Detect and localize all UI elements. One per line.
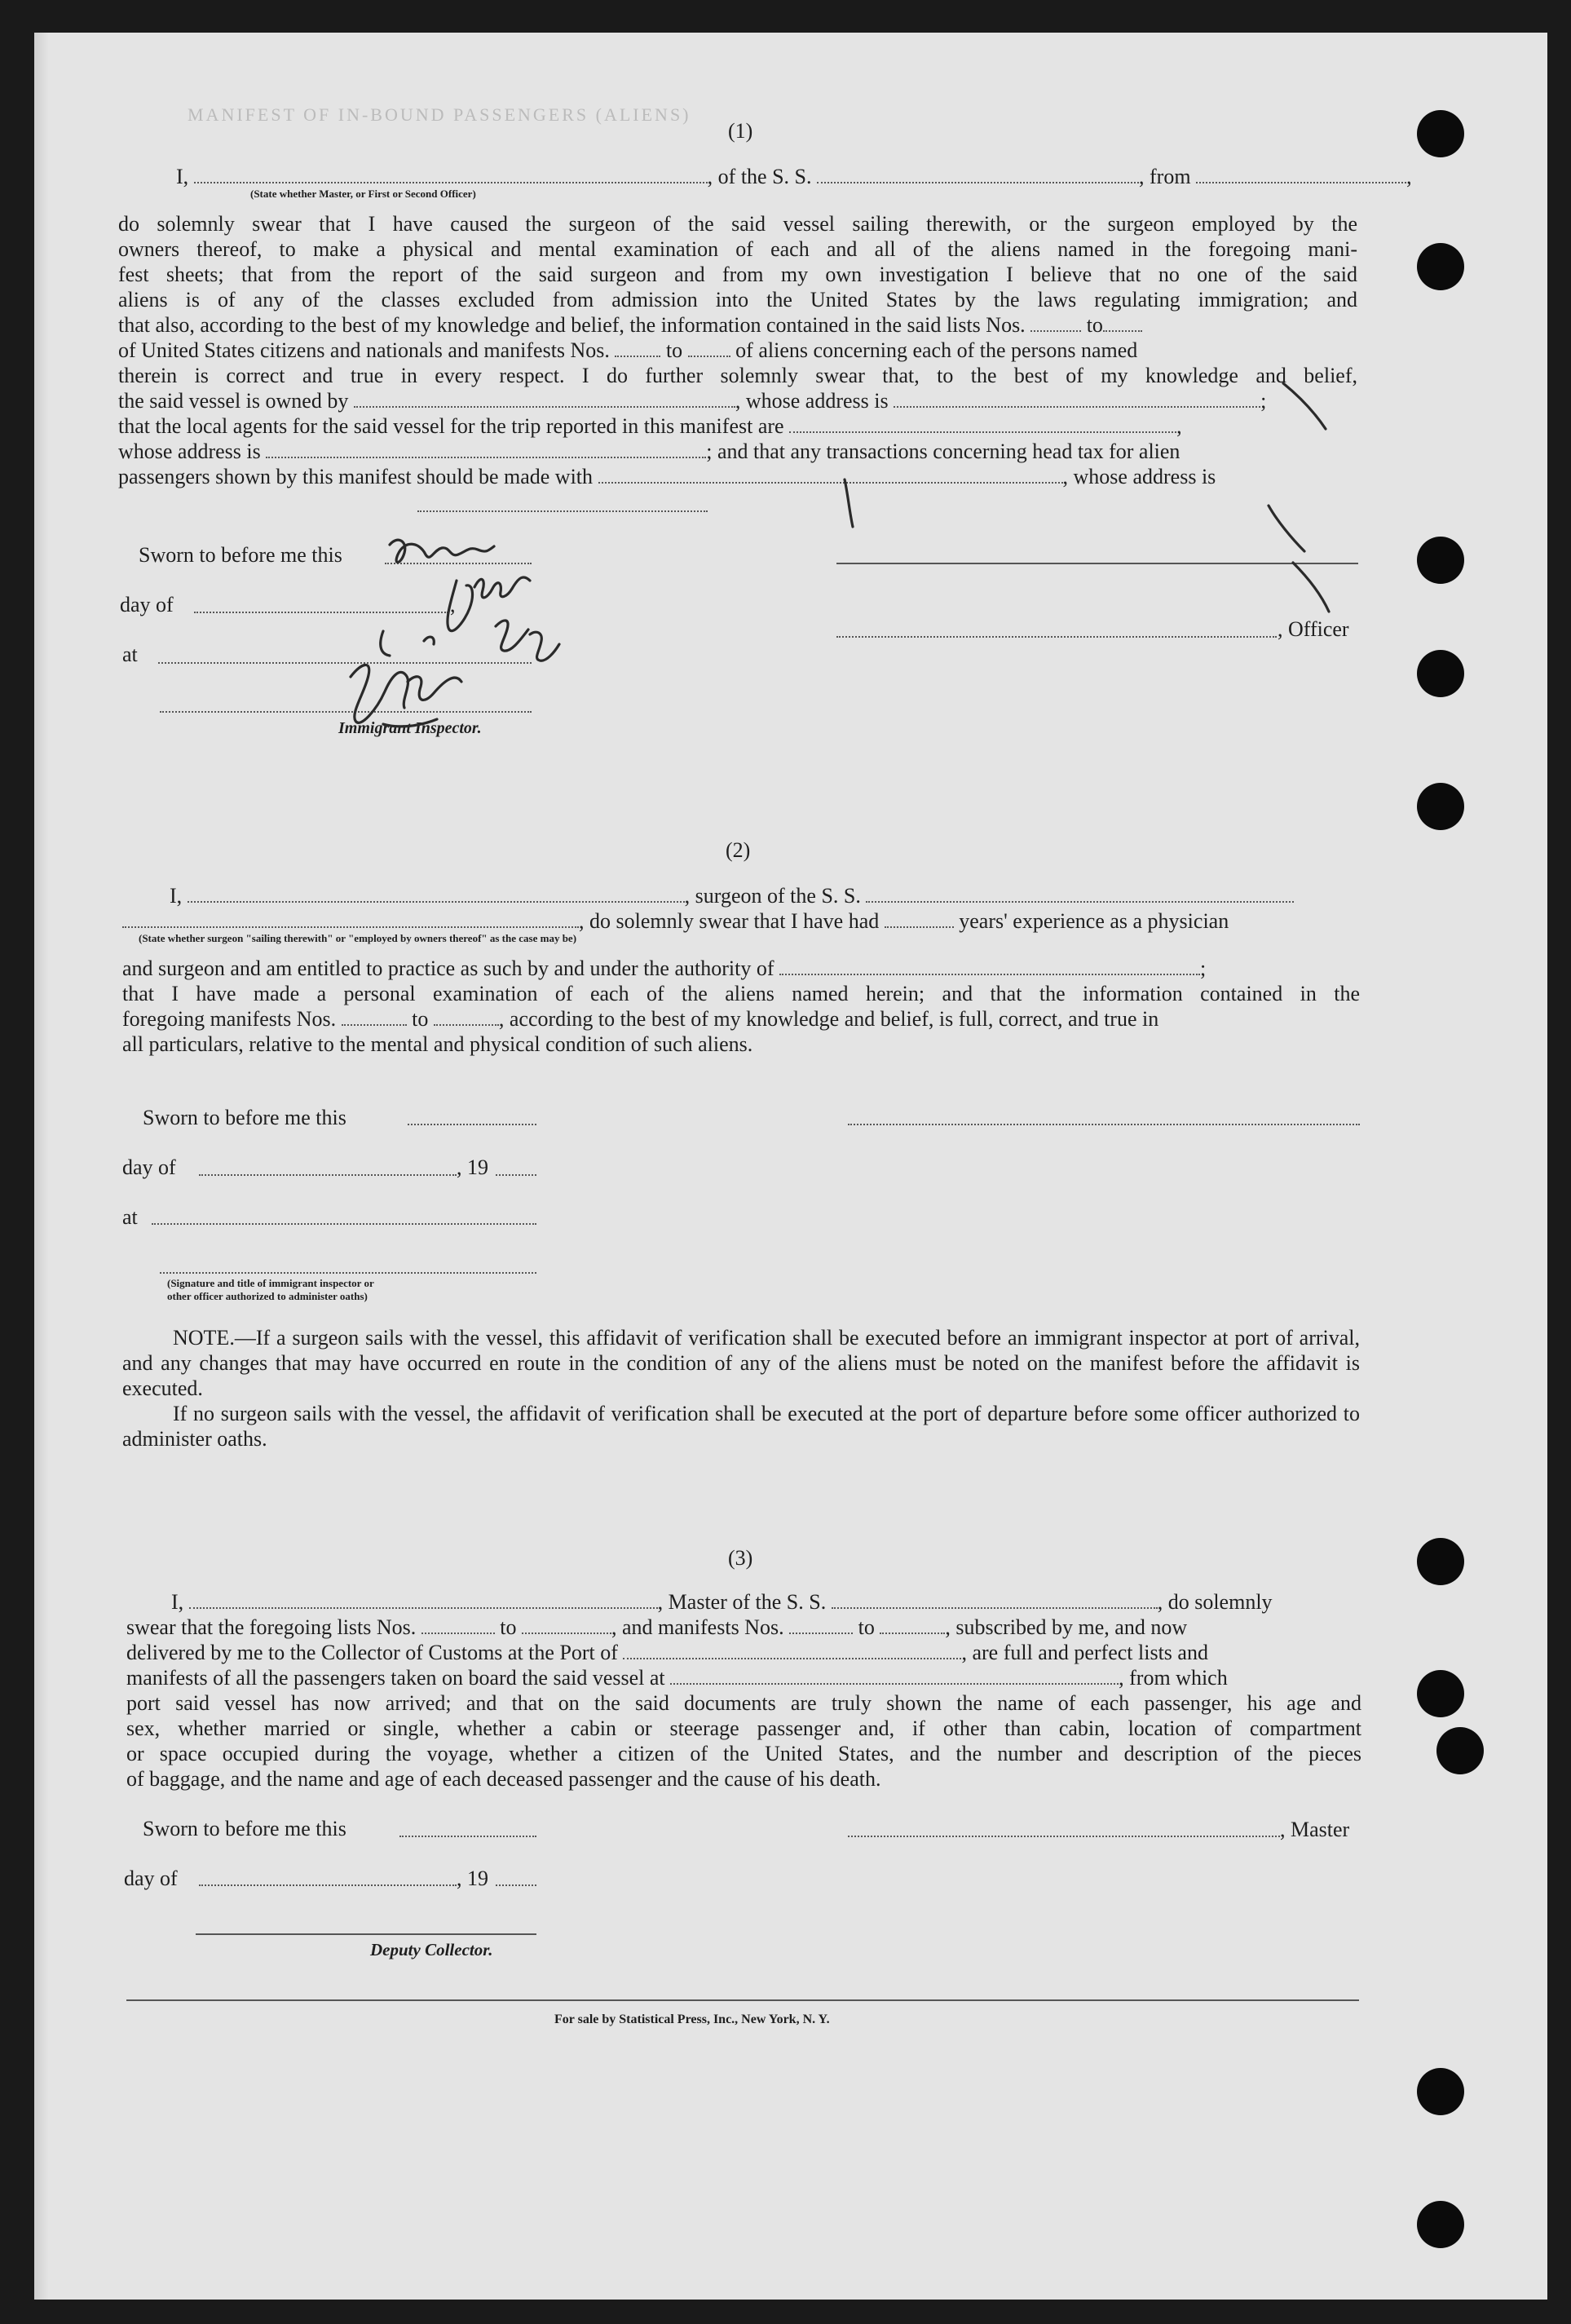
punch-hole <box>1417 1538 1464 1585</box>
s2-surgeon-signature-line[interactable] <box>848 1124 1360 1125</box>
section-1-number: (1) <box>728 119 753 143</box>
collector-port-field[interactable] <box>623 1641 961 1659</box>
s3-deputy-label: Deputy Collector. <box>370 1940 493 1959</box>
s3-body-line: manifests of all the passengers taken on board the said vessel at , from which <box>126 1666 1228 1690</box>
s3-body-line: or space occupied during the voyage, whether a citizen of the United States, and the number and description of the pieces <box>126 1742 1361 1765</box>
s2-manifests-from-field[interactable] <box>342 1008 407 1026</box>
s2-body-line: all particulars, relative to the mental and physical condition of such aliens. <box>122 1032 753 1056</box>
s3-body-line: swear that the foregoing lists Nos. to , and manifests Nos. to , subscribed by me, and now <box>126 1615 1188 1639</box>
s2-sworn-day-line[interactable] <box>408 1124 536 1125</box>
s3-day-of-line[interactable] <box>199 1884 457 1886</box>
s3-body-line: of baggage, and the name and age of each deceased passenger and the cause of his death. <box>126 1767 881 1791</box>
s3-year-label: , 19 <box>457 1867 488 1890</box>
s1-body-line: whose address is ; and that any transactions concerning head tax for alien <box>118 440 1180 463</box>
s3-lists-from-field[interactable] <box>421 1616 495 1634</box>
s3-sworn-day-line[interactable] <box>399 1836 536 1837</box>
years-experience-field[interactable] <box>885 910 954 928</box>
s1-body-line: that the local agents for the said vessel for the trip reported in this manifest are , <box>118 414 1182 438</box>
s2-line-2: , do solemnly swear that I have had years' experience as a physician <box>122 909 1229 934</box>
s2-body-line: that I have made a personal examination of each of the aliens named herein; and that the information contained in the <box>122 982 1360 1005</box>
s1-at-label: at <box>122 643 138 666</box>
authority-field[interactable] <box>779 957 1200 975</box>
s2-signature-hint-2: other officer authorized to administer oaths) <box>167 1290 368 1302</box>
s2-sworn-label: Sworn to before me this <box>143 1106 346 1129</box>
s2-manifests-to-field[interactable] <box>434 1008 499 1026</box>
s3-body-line: sex, whether married or single, whether a cabin or steerage passenger and, if other than cabin, location of compartment <box>126 1716 1361 1740</box>
s3-year-line[interactable] <box>496 1884 536 1886</box>
s2-at-line[interactable] <box>152 1223 536 1225</box>
s2-at-label: at <box>122 1205 138 1229</box>
s3-master-label: , Master <box>1280 1818 1350 1841</box>
s2-signature-hint-1: (Signature and title of immigrant inspector or <box>167 1277 374 1289</box>
show-through-text: MANIFEST OF IN-BOUND PASSENGERS (ALIENS) <box>188 104 691 125</box>
section-3-number: (3) <box>728 1546 753 1570</box>
s1-body-line: that also, according to the best of my knowledge and belief, the information contained in the said lists Nos. to <box>118 313 1142 338</box>
s2-body-line: and surgeon and am entitled to practice as such by and under the authority of ; <box>122 957 1207 980</box>
master-name-field[interactable] <box>189 1591 658 1609</box>
s1-day-of-comma: , <box>450 593 456 616</box>
surgeon-note-1: NOTE.—If a surgeon sails with the vessel, this affidavit of verification shall be executed before an immigrant inspector at port of arrival, and any changes that may have occurred en route in the condition of any of the aliens must be noted on the manifest before the affidavit is executed. <box>122 1326 1360 1400</box>
s2-year-line[interactable] <box>496 1174 536 1176</box>
s1-line-1: I, , of the S. S. , from , <box>176 165 1412 188</box>
s1-sworn-label: Sworn to before me this <box>139 543 342 567</box>
section-2-number: (2) <box>726 838 751 862</box>
s1-officer-label: , Officer <box>1278 617 1349 641</box>
s3-manifests-from-field[interactable] <box>789 1616 853 1634</box>
s2-surgeon-hint: (State whether surgeon "sailing therewith" or "employed by owners thereof" as the case may be) <box>139 932 577 944</box>
punch-hole <box>1436 1727 1484 1774</box>
s2-inspector-signature-line[interactable] <box>160 1272 536 1274</box>
boarding-port-field[interactable] <box>670 1667 1119 1685</box>
footer-rule <box>126 1999 1359 2001</box>
s1-day-of-label: day of <box>120 593 174 616</box>
surgeon-name-field[interactable] <box>188 885 685 903</box>
s3-line-1: I, , Master of the S. S. , do solemnly <box>171 1590 1273 1614</box>
s2-body-line: foregoing manifests Nos. to , according to the best of my knowledge and belief, is full, correct, and true in <box>122 1007 1159 1031</box>
punch-hole <box>1417 1670 1464 1717</box>
handwritten-signature <box>0 0 1571 815</box>
s3-ship-name-field[interactable] <box>832 1591 1158 1609</box>
s1-body-line: do solemnly swear that I have caused the surgeon of the said vessel sailing therewith, or the surgeon employed by the <box>118 212 1357 236</box>
s1-body-line: aliens is of any of the classes excluded from admission into the United States by the laws regulating immigration; and <box>118 288 1357 311</box>
s3-sworn-label: Sworn to before me this <box>143 1817 346 1840</box>
s1-body-line: passengers shown by this manifest should be made with , whose address is <box>118 465 1216 488</box>
s3-master-signature-line[interactable] <box>848 1836 1280 1837</box>
s3-body-line: port said vessel has now arrived; and that on the said documents are truly shown the name of each passenger, his age and <box>126 1691 1361 1715</box>
surgeon-note-2: If no surgeon sails with the vessel, the affidavit of verification shall be executed at the port of departure before some officer authorized to administer oaths. <box>122 1402 1360 1451</box>
s3-day-of-label: day of <box>124 1867 178 1890</box>
s1-inspector-label: Immigrant Inspector. <box>338 719 482 737</box>
punch-hole <box>1417 2201 1464 2248</box>
s2-line-1: I, , surgeon of the S. S. <box>170 884 1294 908</box>
s3-deputy-signature-line[interactable] <box>196 1933 536 1935</box>
s1-body-line: the said vessel is owned by , whose address is ; <box>118 389 1267 413</box>
surgeon-status-field[interactable] <box>122 910 579 928</box>
s3-body-line: delivered by me to the Collector of Customs at the Port of , are full and perfect lists and <box>126 1641 1208 1664</box>
s3-manifests-to-field[interactable] <box>880 1616 945 1634</box>
s1-officer-hint: (State whether Master, or First or Second Officer) <box>250 188 476 200</box>
s1-body-line: fest sheets; that from the report of the said surgeon and from my own investigation I believe that no one of the said <box>118 263 1357 286</box>
s1-body-line: of United States citizens and nationals and manifests Nos. to of aliens concerning each of the persons named <box>118 338 1138 362</box>
punch-hole <box>1417 2068 1464 2115</box>
s1-body-line: owners thereof, to make a physical and mental examination of each and all of the aliens named in the foregoing mani- <box>118 237 1357 261</box>
s2-ship-name-field[interactable] <box>866 885 1294 903</box>
printer-footer: For sale by Statistical Press, Inc., New York, N. Y. <box>554 2013 830 2026</box>
s1-body-line: therein is correct and true in every respect. I do further solemnly swear that, to the best of my knowledge and belief, <box>118 364 1357 387</box>
s3-lists-to-field[interactable] <box>522 1616 611 1634</box>
s2-day-of-line[interactable] <box>199 1174 457 1176</box>
s2-day-of-label: day of <box>122 1155 176 1179</box>
s2-year-label: , 19 <box>457 1155 488 1179</box>
